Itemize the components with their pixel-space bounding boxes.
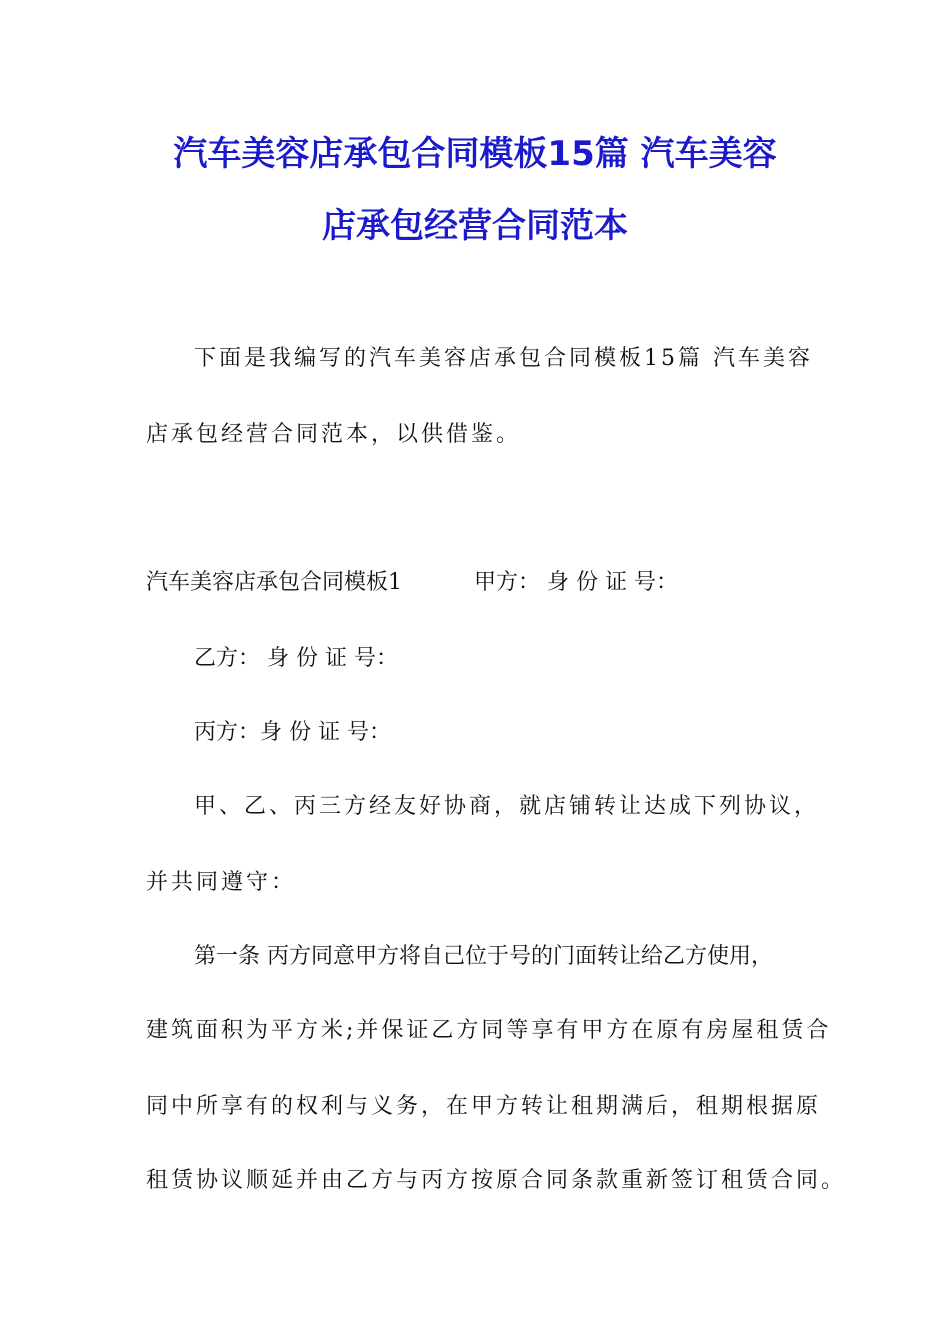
article-1-line-2: 建筑面积为平方米;并保证乙方同等享有甲方在原有房屋租赁合	[146, 1018, 832, 1043]
document-title-line-1: 汽车美容店承包合同模板15篇 汽车美容	[173, 134, 777, 174]
party-c-line: 丙方：身 份 证 号：	[194, 720, 391, 745]
party-a-line: 甲方： 身 份 证 号：	[474, 570, 678, 595]
party-b-line: 乙方： 身 份 证 号：	[194, 646, 398, 671]
template-heading: 汽车美容店承包合同模板1	[146, 570, 402, 595]
article-1-line-3: 同中所享有的权利与义务，在甲方转让租期满后，租期根据原	[146, 1094, 822, 1119]
document-title-line-2: 店承包经营合同范本	[322, 206, 628, 246]
agreement-paragraph-line-2: 并共同遵守：	[146, 870, 297, 895]
article-1-line-4: 租赁协议顺延并由乙方与丙方按原合同条款重新签订租赁合同。	[146, 1168, 847, 1193]
intro-paragraph-line-2: 店承包经营合同范本，以供借鉴。	[146, 422, 522, 447]
agreement-paragraph-line-1: 甲、乙、丙三方经友好协商，就店铺转让达成下列协议，	[194, 794, 820, 819]
article-1-line-1: 第一条 丙方同意甲方将自己位于号的门面转让给乙方使用，	[194, 944, 773, 969]
intro-paragraph-line-1: 下面是我编写的汽车美容店承包合同模板15篇 汽车美容	[194, 346, 813, 371]
